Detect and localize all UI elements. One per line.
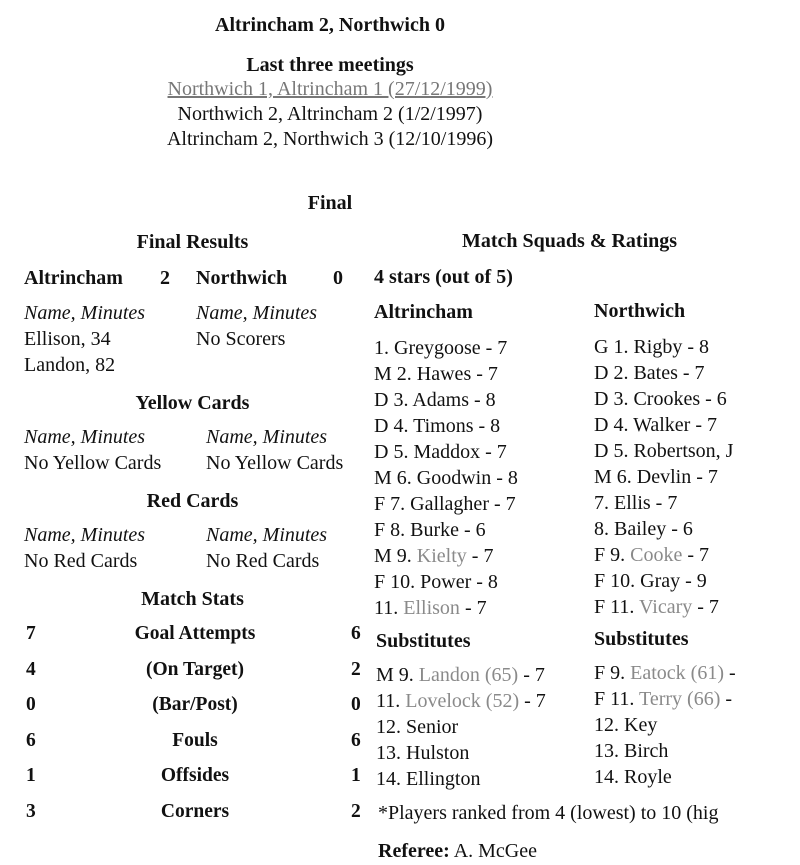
- away-sub-row: [594, 738, 736, 764]
- away-scorers-label: Name, Minutes: [196, 302, 318, 324]
- player-post: - 7: [488, 493, 516, 515]
- away-player-row: [594, 386, 733, 412]
- player-pre: M 2.: [374, 363, 417, 385]
- player-post: - 7: [459, 597, 487, 619]
- player-name: Gray: [640, 570, 681, 592]
- player-pre: 11.: [376, 690, 406, 712]
- meeting-item-3: Altrincham 2, Northwich 3 (12/10/1996): [166, 128, 494, 150]
- player-post: - 7: [650, 492, 678, 514]
- red-home-value: No Red Cards: [24, 550, 138, 572]
- stat-home-value: 6: [26, 729, 36, 751]
- player-pre: 12.: [594, 714, 624, 736]
- player-post: - 7: [466, 545, 494, 567]
- player-name: Royle: [624, 766, 672, 788]
- player-name: Bailey: [614, 518, 667, 540]
- match-status: Final: [307, 192, 353, 214]
- player-pre: 12.: [376, 716, 406, 738]
- player-name: Senior: [406, 716, 459, 738]
- player-pre: F 9.: [594, 544, 631, 566]
- player-post: - 8: [473, 415, 501, 437]
- player-name: Hawes: [416, 363, 472, 385]
- player-name: Adams: [412, 389, 470, 411]
- red-away-value: No Red Cards: [206, 550, 320, 572]
- player-pre: D 5.: [374, 441, 414, 463]
- stat-label: Offsides: [160, 765, 230, 786]
- squad-away-team: Northwich: [594, 300, 686, 322]
- player-pre: F 10.: [594, 570, 641, 592]
- stat-label: (Bar/Post): [152, 694, 238, 715]
- player-post: - 7: [682, 544, 710, 566]
- player-post: - 7: [518, 664, 545, 686]
- player-post: - 6: [459, 519, 486, 541]
- away-score: 0: [333, 267, 343, 289]
- player-name: Crookes: [633, 388, 701, 410]
- player-post: - 7: [691, 466, 718, 488]
- away-player-row: [594, 568, 733, 594]
- stat-home-value: 1: [26, 765, 36, 786]
- player-name: Timons: [413, 415, 474, 437]
- away-player-row: [594, 438, 733, 464]
- away-sub-row: [594, 712, 736, 738]
- player-post: - 7: [480, 337, 508, 359]
- player-pre: D 5.: [594, 440, 634, 462]
- yellow-home-value: No Yellow Cards: [24, 452, 162, 474]
- home-scorers-label: Name, Minutes: [24, 302, 146, 324]
- meetings-heading: Last three meetings: [246, 54, 414, 76]
- home-scorer-2: Landon, 82: [24, 354, 116, 376]
- referee-label: Referee:: [378, 840, 450, 862]
- away-player-row: [594, 490, 733, 516]
- player-pre: 13.: [376, 742, 406, 764]
- player-pre: 1.: [374, 337, 394, 359]
- home-sub-row: [376, 740, 546, 766]
- match-title: Altrincham 2, Northwich 0: [215, 14, 445, 36]
- player-post: - 7: [480, 441, 507, 463]
- stat-home-value: 3: [26, 800, 36, 822]
- home-player-row: [374, 387, 518, 413]
- meeting-item-2: Northwich 2, Altrincham 2 (1/2/1997): [177, 103, 483, 125]
- away-player-row: [594, 594, 733, 620]
- player-pre: M 9.: [374, 545, 417, 567]
- stat-home-value: 4: [26, 658, 36, 680]
- yellow-away-label: Name, Minutes: [206, 426, 328, 448]
- player-pre: F 11.: [594, 596, 640, 618]
- player-name: Lovelock (52): [405, 690, 520, 712]
- player-post: - 7: [677, 362, 705, 384]
- player-pre: 14.: [594, 766, 624, 788]
- home-sub-row: [376, 766, 546, 792]
- player-post: - 7: [519, 690, 546, 712]
- red-away-label: Name, Minutes: [206, 524, 328, 546]
- away-player-row: [594, 464, 733, 490]
- player-post: - 8: [471, 571, 498, 593]
- away-player-list: [594, 334, 733, 620]
- stat-label: (On Target): [145, 658, 245, 680]
- home-sub-row: [376, 688, 546, 714]
- home-player-row: [374, 569, 518, 595]
- player-name: Vicary: [639, 596, 693, 618]
- away-player-row: [594, 360, 733, 386]
- player-pre: M 6.: [374, 467, 417, 489]
- player-name: Goodwin: [416, 467, 492, 489]
- match-rating: 4 stars (out of 5): [374, 266, 513, 288]
- player-name: Ellington: [406, 768, 481, 790]
- home-player-row: [374, 335, 518, 361]
- ratings-footnote: *Players ranked from 4 (lowest) to 10 (hig: [378, 802, 719, 824]
- player-pre: D 4.: [374, 415, 414, 437]
- home-player-row: [374, 491, 518, 517]
- stat-away-value: 6: [351, 623, 361, 644]
- player-post: - 8: [491, 467, 518, 489]
- player-post: - 8: [682, 336, 710, 358]
- stat-label: Goal Attempts: [134, 623, 256, 644]
- player-name: Devlin: [636, 466, 692, 488]
- home-player-row: [374, 543, 518, 569]
- player-name: Cooke: [630, 544, 683, 566]
- stat-home-value: 0: [26, 694, 36, 715]
- home-player-row: [374, 595, 518, 621]
- player-name: Ellison: [403, 597, 460, 619]
- away-team-name: Northwich: [196, 267, 288, 289]
- yellow-cards-heading: Yellow Cards: [135, 392, 250, 414]
- home-player-row: [374, 465, 518, 491]
- player-name: Bates: [633, 362, 678, 384]
- player-name: Hulston: [406, 742, 470, 764]
- player-name: Maddox: [413, 441, 481, 463]
- player-pre: G 1.: [594, 336, 634, 358]
- home-player-row: [374, 413, 518, 439]
- player-post: - 6: [666, 518, 693, 540]
- player-name: Walker: [633, 414, 691, 436]
- home-sub-row: [376, 714, 546, 740]
- referee-line: [378, 840, 537, 863]
- red-home-label: Name, Minutes: [24, 524, 146, 546]
- home-player-list: [374, 335, 518, 621]
- player-name: Rigby: [633, 336, 683, 358]
- player-post: - 7: [692, 596, 719, 618]
- home-team-name: Altrincham: [24, 267, 123, 289]
- player-name: Terry (66): [639, 688, 721, 710]
- stat-away-value: 0: [351, 694, 361, 715]
- stat-label: Fouls: [172, 729, 218, 751]
- meeting-link-1[interactable]: Northwich 1, Altrincham 1 (27/12/1999): [167, 78, 493, 100]
- player-pre: D 3.: [374, 389, 413, 411]
- player-pre: F 10.: [374, 571, 421, 593]
- player-post: - 7: [690, 414, 718, 436]
- player-name: Landon (65): [418, 664, 519, 686]
- yellow-home-label: Name, Minutes: [24, 426, 146, 448]
- away-player-row: [594, 412, 733, 438]
- red-cards-heading: Red Cards: [146, 490, 239, 512]
- stat-away-value: 6: [351, 729, 361, 751]
- player-pre: F 9.: [594, 662, 631, 684]
- home-player-row: [374, 517, 518, 543]
- home-player-row: [374, 439, 518, 465]
- home-subs-heading: Substitutes: [376, 630, 471, 652]
- player-name: Key: [624, 714, 658, 736]
- stat-away-value: 1: [351, 765, 361, 786]
- home-sub-row: [376, 662, 546, 688]
- away-player-row: [594, 542, 733, 568]
- player-post: - 7: [471, 363, 498, 385]
- stat-away-value: 2: [351, 658, 361, 680]
- player-pre: 11.: [374, 597, 404, 619]
- player-post: - 8: [469, 389, 496, 411]
- squad-home-team: Altrincham: [374, 301, 473, 323]
- away-sub-row: [594, 686, 736, 712]
- player-post: - 6: [700, 388, 727, 410]
- away-scorer-1: No Scorers: [196, 328, 286, 350]
- player-pre: M 9.: [376, 664, 419, 686]
- yellow-away-value: No Yellow Cards: [206, 452, 344, 474]
- player-name: Robertson, J: [633, 440, 734, 462]
- away-subs-list: [594, 660, 736, 790]
- player-pre: F 11.: [594, 688, 640, 710]
- player-name: Greygoose: [394, 337, 481, 359]
- player-post: -: [720, 688, 733, 710]
- away-subs-heading: Substitutes: [594, 628, 689, 650]
- player-post: - 9: [680, 570, 707, 592]
- player-post: -: [723, 662, 736, 684]
- stat-home-value: 7: [26, 623, 36, 644]
- referee-name: A. McGee: [453, 840, 538, 862]
- home-score: 2: [160, 267, 170, 289]
- home-scorer-1: Ellison, 34: [24, 328, 111, 350]
- player-name: Kielty: [416, 545, 467, 567]
- home-player-row: [374, 361, 518, 387]
- player-pre: 13.: [594, 740, 624, 762]
- player-name: Gallagher: [410, 493, 489, 515]
- player-pre: D 2.: [594, 362, 634, 384]
- player-pre: F 8.: [374, 519, 411, 541]
- away-player-row: [594, 334, 733, 360]
- player-pre: F 7.: [374, 493, 411, 515]
- player-pre: M 6.: [594, 466, 637, 488]
- home-subs-list: [376, 662, 546, 792]
- player-pre: 7.: [594, 492, 614, 514]
- away-sub-row: [594, 764, 736, 790]
- squads-heading: Match Squads & Ratings: [462, 230, 678, 252]
- player-pre: D 3.: [594, 388, 634, 410]
- away-sub-row: [594, 660, 736, 686]
- away-player-row: [594, 516, 733, 542]
- match-stats-heading: Match Stats: [141, 588, 244, 610]
- final-results-heading: Final Results: [136, 231, 249, 253]
- player-pre: 8.: [594, 518, 614, 540]
- player-name: Birch: [624, 740, 669, 762]
- player-pre: 14.: [376, 768, 406, 790]
- player-pre: D 4.: [594, 414, 634, 436]
- stat-away-value: 2: [351, 800, 361, 822]
- player-name: Burke: [410, 519, 460, 541]
- stat-label: Corners: [160, 800, 230, 822]
- player-name: Power: [420, 571, 472, 593]
- player-name: Ellis: [614, 492, 651, 514]
- player-name: Eatock (61): [630, 662, 724, 684]
